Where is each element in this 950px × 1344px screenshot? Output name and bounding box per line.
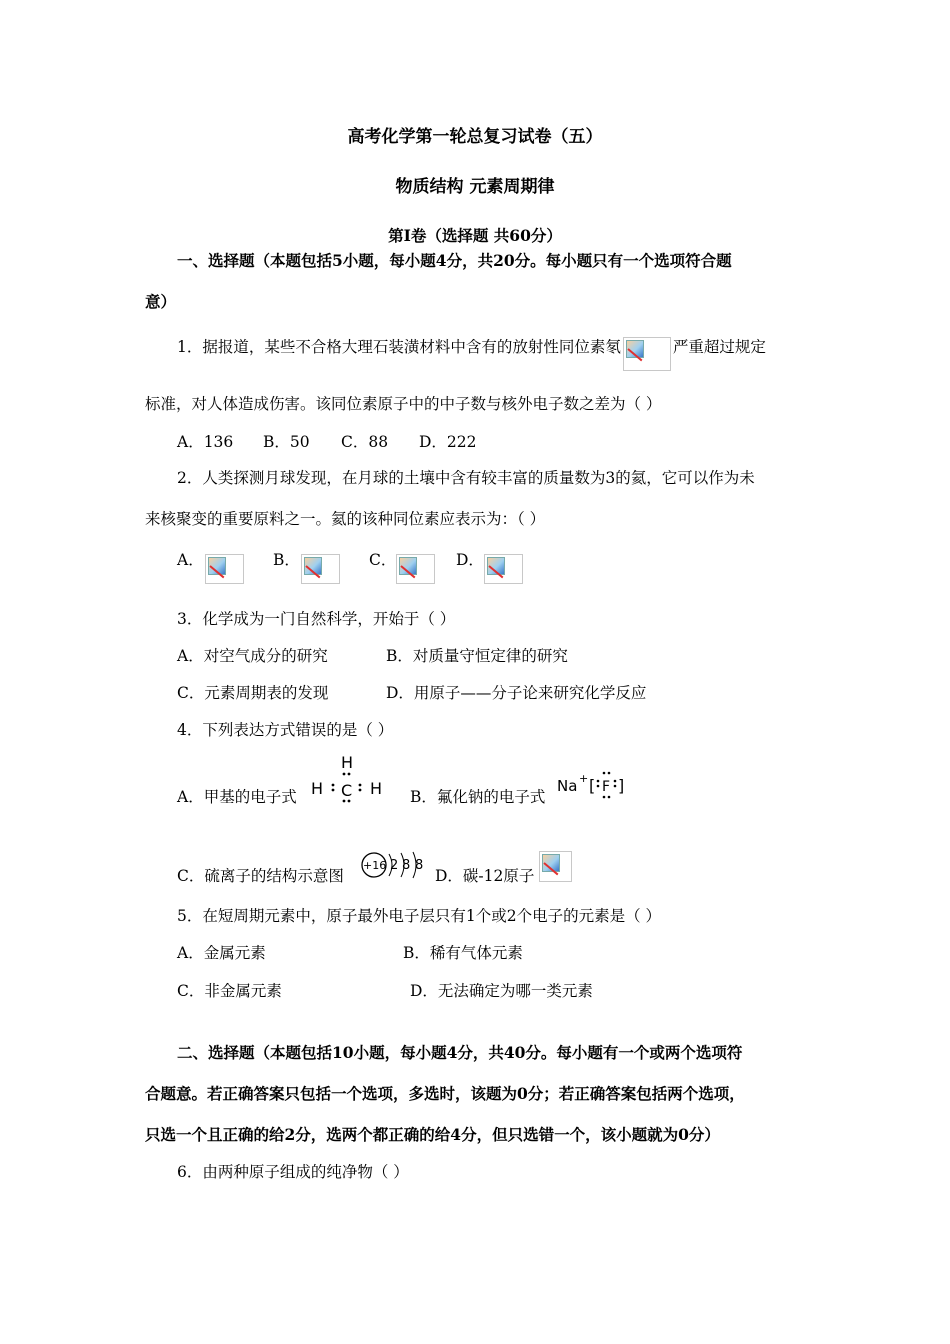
q5-option-b: B．稀有气体元素 bbox=[403, 944, 523, 962]
q1-stem-text-b: 严重超过规定 bbox=[672, 338, 766, 356]
methyl-electron-formula bbox=[308, 752, 388, 804]
part2-instruction-line1: 二、选择题（本题包括10小题，每小题4分，共40分。每小题有一个或两个选项符 bbox=[177, 1043, 743, 1062]
part2-instruction-line3: 只选一个且正确的给2分，选两个都正确的给4分，但只选错一个，该小题就为0分） bbox=[145, 1125, 720, 1144]
q1-stem-line1 bbox=[177, 331, 766, 365]
broken-image-icon bbox=[208, 557, 226, 575]
methyl-center-c: C bbox=[341, 781, 353, 800]
q1-stem-line2: 标准，对人体造成伤害。该同位素原子中的中子数与核外电子数之差为（ ） bbox=[145, 395, 662, 413]
q2-stem-line1: 2．人类探测月球发现，在月球的土壤中含有较丰富的质量数为3的氦，它可以作为未 bbox=[177, 469, 755, 487]
part1-instruction-line2: 意） bbox=[145, 292, 177, 311]
sulfide-ion-structure-diagram bbox=[357, 848, 433, 882]
shell-3-count: 8 bbox=[415, 858, 424, 873]
q1-options bbox=[177, 432, 477, 452]
carbon-12-image bbox=[539, 851, 572, 882]
q4-option-a: A．甲基的电子式 bbox=[177, 788, 297, 806]
q5-stem: 5．在短周期元素中，原子最外电子层只有1个或2个电子的元素是（ ） bbox=[177, 907, 662, 925]
naf-anion: F bbox=[602, 779, 611, 795]
q2-option-d-image bbox=[484, 554, 523, 584]
q2-option-c-label: C． bbox=[369, 551, 397, 569]
q4-option-d: D．碳-12原子 bbox=[435, 867, 535, 885]
q2-option-b-label: B． bbox=[273, 551, 300, 569]
part2-instruction-line2: 合题意。若正确答案只包括一个选项，多选时，该题为0分；若正确答案包括两个选项， bbox=[145, 1084, 745, 1103]
q1-stem-text-a: 1．据报道，某些不合格大理石装潢材料中含有的放射性同位素氡 bbox=[177, 338, 621, 356]
methyl-top-h: H bbox=[341, 753, 354, 772]
q2-option-a-image bbox=[205, 554, 244, 584]
exam-title: 高考化学第一轮总复习试卷（五） bbox=[347, 127, 603, 147]
broken-image-icon bbox=[542, 854, 560, 872]
broken-image-icon bbox=[626, 340, 644, 358]
q2-stem-line2: 来核聚变的重要原料之一。氦的该种同位素应表示为：（ ） bbox=[145, 510, 546, 528]
part1-instruction-line1: 一、选择题（本题包括5小题，每小题4分，共20分。每小题只有一个选项符合题 bbox=[177, 251, 732, 270]
q6-stem: 6．由两种原子组成的纯净物（ ） bbox=[177, 1163, 409, 1181]
q1-option-b: B．50 bbox=[263, 433, 310, 451]
shell-1-count: 2 bbox=[390, 858, 399, 873]
sodium-fluoride-electron-formula bbox=[556, 764, 628, 804]
q2-option-a-label: A． bbox=[177, 551, 204, 569]
q5-option-a: A．金属元素 bbox=[177, 944, 266, 962]
q4-option-c: C．硫离子的结构示意图 bbox=[177, 867, 344, 885]
nucleus-charge: +16 bbox=[363, 859, 387, 872]
q4-stem: 4．下列表达方式错误的是（ ） bbox=[177, 721, 394, 739]
q3-stem: 3．化学成为一门自然科学，开始于（ ） bbox=[177, 610, 456, 628]
shell-2-count: 8 bbox=[402, 858, 411, 873]
q3-option-d: D．用原子——分子论来研究化学反应 bbox=[386, 684, 647, 702]
q3-option-a: A．对空气成分的研究 bbox=[177, 647, 328, 665]
q3-option-c: C．元素周期表的发现 bbox=[177, 684, 329, 702]
broken-image-icon bbox=[304, 557, 322, 575]
naf-cation: Na bbox=[557, 777, 578, 795]
q5-option-d: D．无法确定为哪一类元素 bbox=[410, 982, 593, 1000]
q2-option-d-label: D． bbox=[456, 551, 484, 569]
radon-isotope-image bbox=[623, 337, 671, 371]
broken-image-icon bbox=[487, 557, 505, 575]
q2-option-b-image bbox=[301, 554, 340, 584]
q1-option-a: A．136 bbox=[177, 433, 234, 451]
methyl-left-h: H bbox=[311, 779, 324, 798]
q1-option-c: C．88 bbox=[341, 433, 389, 451]
broken-image-icon bbox=[399, 557, 417, 575]
q1-option-d: D．222 bbox=[419, 433, 477, 451]
q3-option-b: B．对质量守恒定律的研究 bbox=[386, 647, 568, 665]
q4-option-b: B．氟化钠的电子式 bbox=[410, 788, 546, 806]
naf-charge: + bbox=[579, 772, 589, 785]
naf-right-bracket: ] bbox=[618, 776, 625, 795]
exam-subtitle: 物质结构 元素周期律 bbox=[395, 177, 555, 197]
methyl-right-h: H bbox=[370, 779, 383, 798]
section-header: 第Ⅰ卷（选择题 共60分） bbox=[388, 226, 562, 245]
naf-left-bracket: [ bbox=[589, 776, 596, 795]
q5-option-c: C．非金属元素 bbox=[177, 982, 282, 1000]
q2-option-c-image bbox=[396, 554, 435, 584]
